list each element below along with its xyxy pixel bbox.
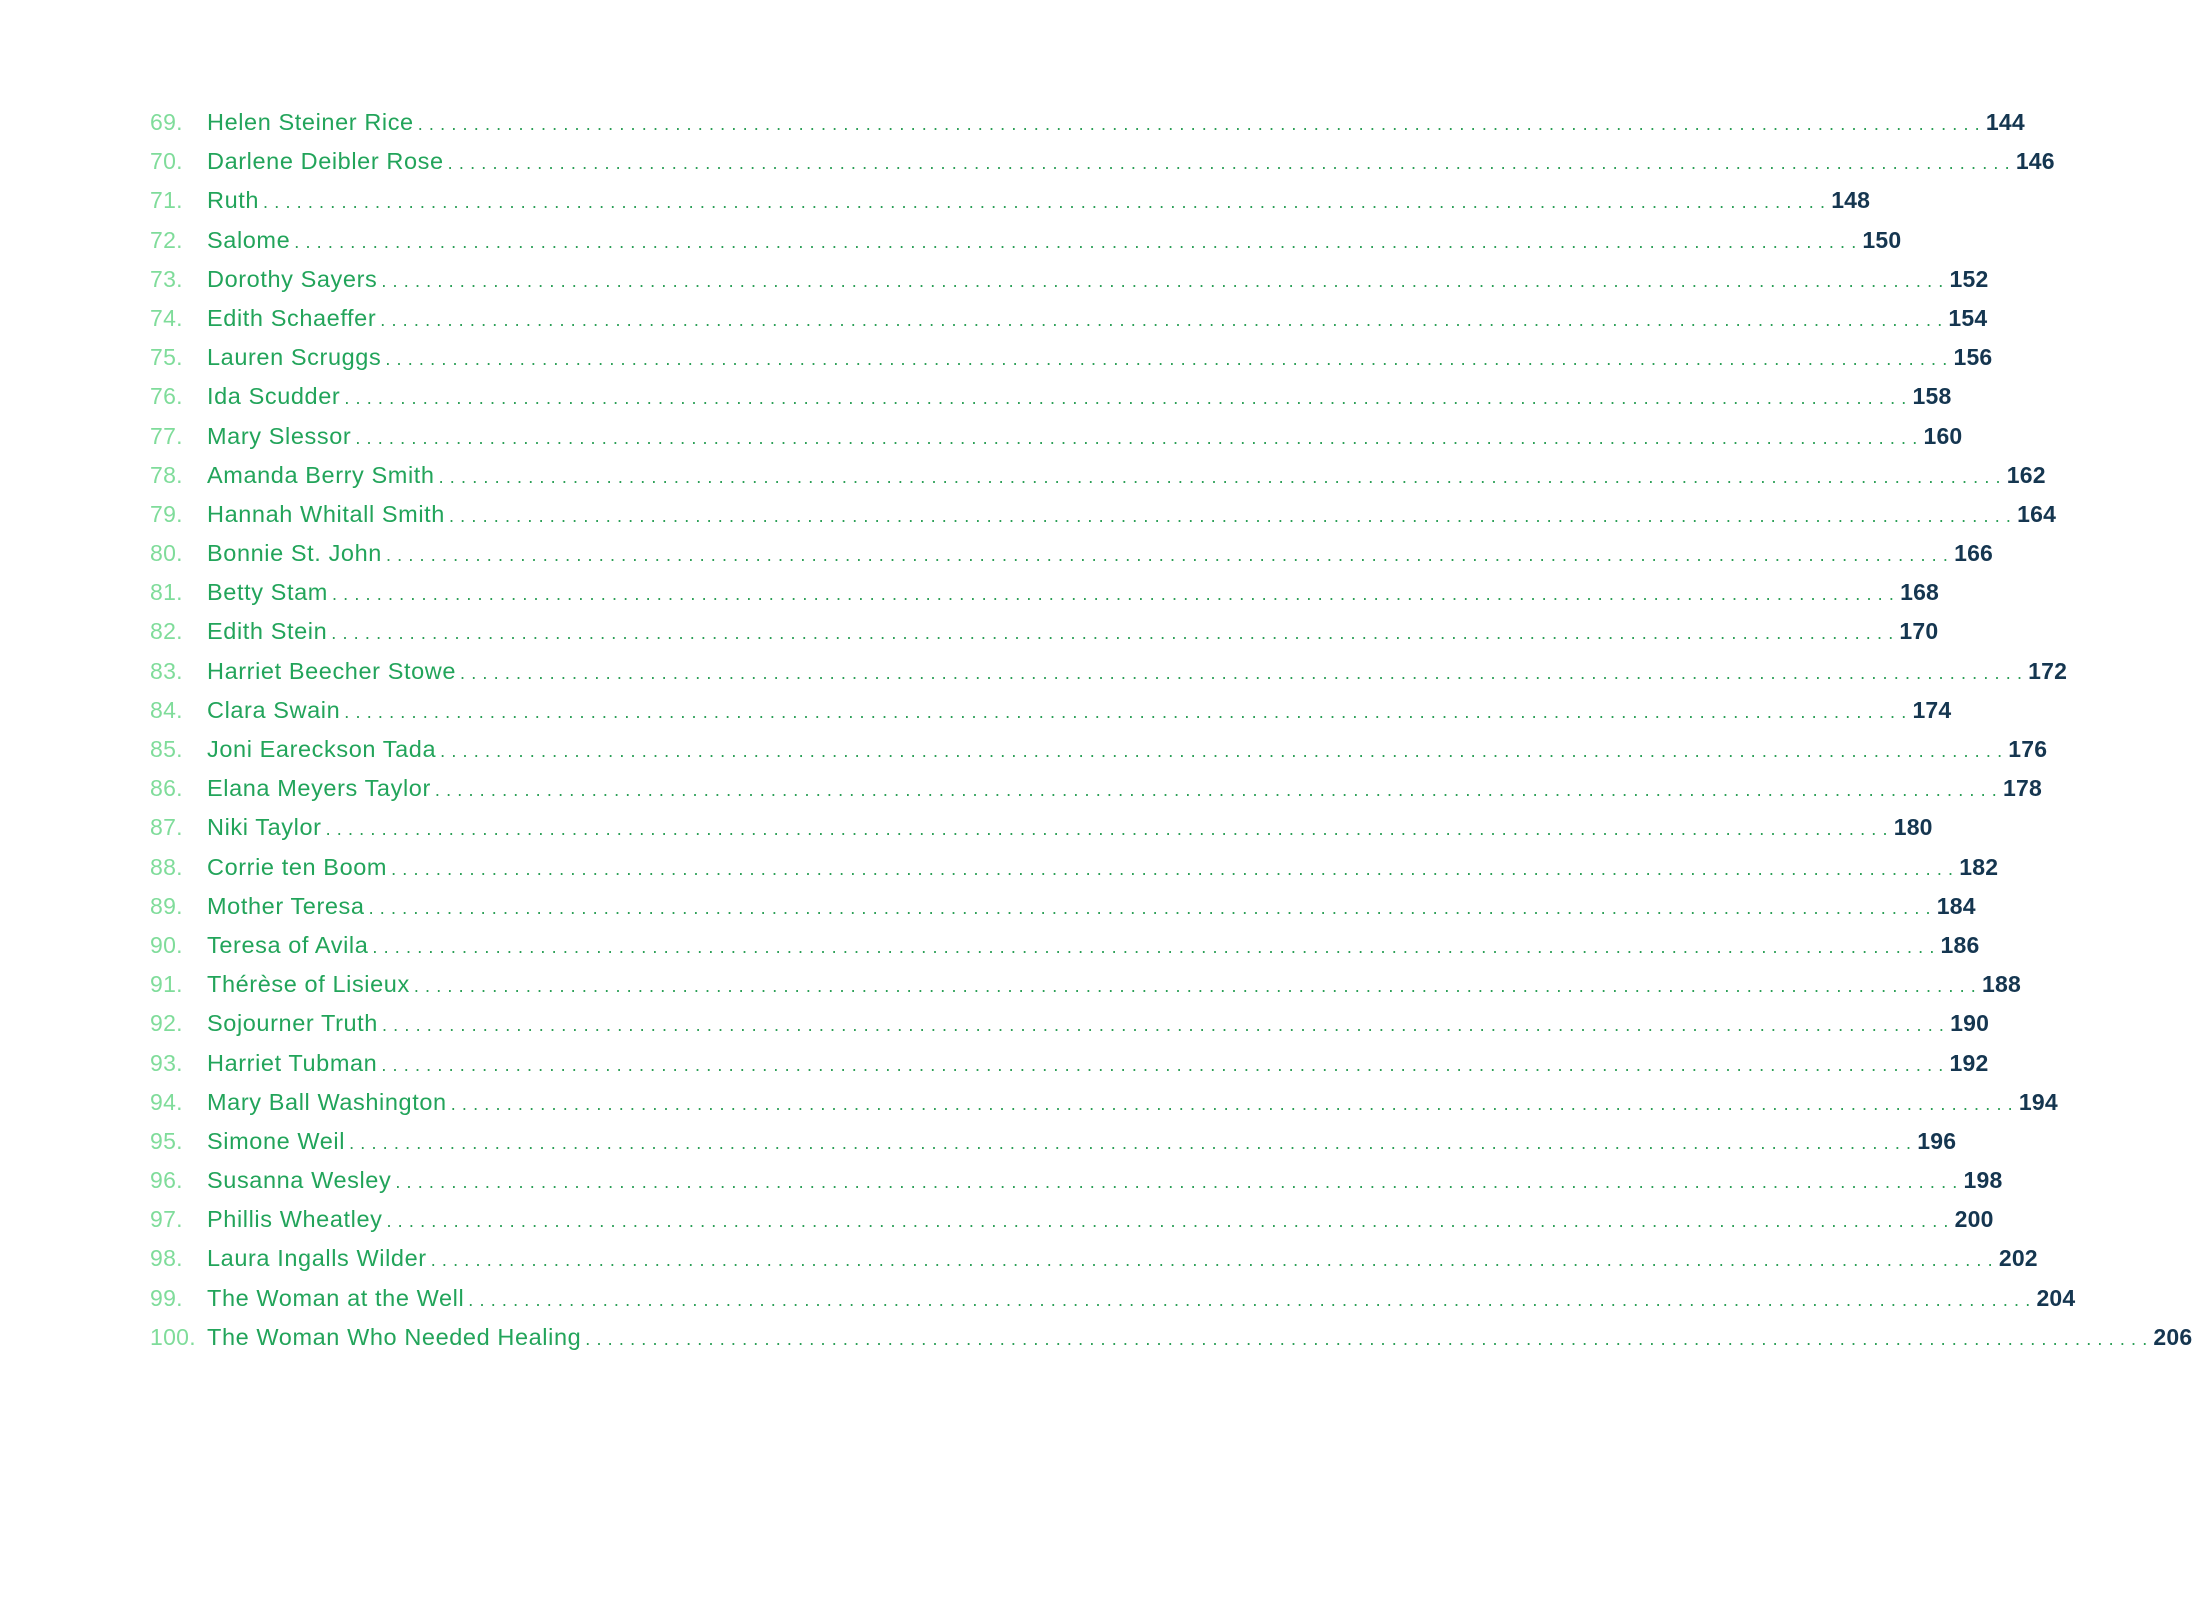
entry-page: 186 xyxy=(1940,931,1980,958)
toc-entry[interactable] xyxy=(0,612,1939,651)
entry-title: Laura Ingalls Wilder xyxy=(207,1245,427,1272)
entry-number: 77. xyxy=(150,422,183,449)
dot-leader: ............................................................................................................................................ xyxy=(372,936,1941,957)
toc-entry[interactable] xyxy=(0,299,1988,338)
dot-leader: ............................................................................................................................................ xyxy=(325,819,1894,840)
entry-page: 144 xyxy=(1985,109,2025,135)
entry-page: 160 xyxy=(1923,422,1963,449)
dot-leader: ............................................................................................................................................ xyxy=(386,1211,1955,1232)
entry-number: 71. xyxy=(150,187,183,214)
entry-page: 192 xyxy=(1949,1049,1989,1076)
entry-number: 92. xyxy=(150,1010,183,1037)
entry-title: Ida Scudder xyxy=(207,383,341,410)
entry-number: 91. xyxy=(150,971,183,998)
entry-title: Bonnie St. John xyxy=(207,540,382,567)
dot-leader: ............................................................................................................................................ xyxy=(448,505,2018,526)
dot-leader: ............................................................................................................................................ xyxy=(468,1289,2037,1310)
dot-leader: ............................................................................................................................................ xyxy=(381,1015,1951,1036)
entry-page: 148 xyxy=(1831,187,1871,214)
entry-title: Harriet Tubman xyxy=(207,1049,378,1076)
toc-entry[interactable] xyxy=(0,142,2055,181)
entry-number: 76. xyxy=(150,383,183,410)
entry-page: 164 xyxy=(2017,500,2057,527)
entry-number: 88. xyxy=(150,853,183,880)
entry-number: 99. xyxy=(150,1284,183,1311)
entry-number: 83. xyxy=(150,657,183,684)
dot-leader: ............................................................................................................................................ xyxy=(440,741,2009,761)
dot-leader: ............................................................................................................................................ xyxy=(381,1054,1950,1075)
toc-entry[interactable] xyxy=(0,417,1963,456)
entry-number: 98. xyxy=(150,1245,183,1272)
dot-leader: ............................................................................................................................................ xyxy=(380,309,1949,330)
toc-entry[interactable] xyxy=(0,1004,1990,1043)
entry-page: 166 xyxy=(1954,540,1994,567)
entry-title: Hannah Whitall Smith xyxy=(207,500,445,527)
toc-entry[interactable] xyxy=(0,103,2025,142)
entry-number: 87. xyxy=(150,814,183,841)
entry-title: The Woman at the Well xyxy=(207,1284,465,1311)
dot-leader: ............................................................................................................................................ xyxy=(368,897,1937,918)
dot-leader: ............................................................................................................................................ xyxy=(391,858,1960,879)
toc-entry[interactable] xyxy=(0,221,1902,260)
dot-leader: ............................................................................................................................................ xyxy=(349,1132,1918,1153)
toc-entry[interactable] xyxy=(0,1239,2038,1278)
entry-title: Harriet Beecher Stowe xyxy=(207,657,457,684)
toc-entry[interactable] xyxy=(0,769,2042,808)
dot-leader: ............................................................................................................................................ xyxy=(385,545,1955,566)
entry-page: 172 xyxy=(2028,657,2068,684)
toc-entry[interactable] xyxy=(0,1122,1957,1161)
entry-page: 170 xyxy=(1899,618,1939,645)
entry-page: 196 xyxy=(1917,1127,1957,1154)
toc-entry[interactable] xyxy=(0,495,2057,534)
entry-page: 204 xyxy=(2036,1284,2076,1311)
entry-title: Sojourner Truth xyxy=(207,1010,378,1037)
entry-number: 69. xyxy=(150,109,183,135)
entry-title: Amanda Berry Smith xyxy=(207,461,435,488)
dot-leader: ............................................................................................................................................ xyxy=(331,584,1901,605)
entry-title: Dorothy Sayers xyxy=(207,265,378,292)
toc-entry[interactable] xyxy=(0,848,1999,887)
entry-page: 206 xyxy=(2153,1323,2192,1350)
toc-entry[interactable] xyxy=(0,1161,2003,1200)
entry-title: Ruth xyxy=(207,187,260,214)
dot-leader: ............................................................................................................................................ xyxy=(434,780,2004,801)
entry-page: 156 xyxy=(1953,344,1993,371)
toc-entry[interactable] xyxy=(0,456,2046,495)
toc-entry[interactable] xyxy=(0,260,1989,299)
entry-number: 90. xyxy=(150,931,183,958)
entry-page: 168 xyxy=(1900,579,1940,606)
dot-leader: ............................................................................................................................................ xyxy=(430,1250,1999,1271)
entry-title: Mother Teresa xyxy=(207,892,365,919)
entry-page: 194 xyxy=(2018,1088,2058,1115)
toc-entry[interactable] xyxy=(0,1318,2192,1357)
dot-leader: ............................................................................................................................................ xyxy=(263,192,1832,213)
entry-title: Niki Taylor xyxy=(207,814,322,841)
dot-leader: ............................................................................................................................................ xyxy=(585,1328,2154,1349)
dot-leader: ............................................................................................................................................ xyxy=(344,701,1913,722)
toc-entry[interactable] xyxy=(0,926,1980,965)
dot-leader: ............................................................................................................................................ xyxy=(450,1093,2019,1114)
entry-title: Corrie ten Boom xyxy=(207,853,388,880)
entry-title: Thérèse of Lisieux xyxy=(207,971,410,998)
toc-entry[interactable] xyxy=(0,1083,2058,1122)
toc-entry[interactable] xyxy=(0,652,2068,691)
toc-entry[interactable] xyxy=(0,808,1933,847)
toc-entry[interactable] xyxy=(0,887,1976,926)
entry-number: 75. xyxy=(150,344,183,371)
entry-title: Susanna Wesley xyxy=(207,1167,392,1194)
entry-page: 202 xyxy=(1998,1245,2038,1272)
entry-page: 200 xyxy=(1954,1206,1994,1233)
entry-number: 74. xyxy=(150,304,183,331)
dot-leader: ............................................................................................................................................ xyxy=(417,114,1986,134)
entry-number: 84. xyxy=(150,696,183,723)
entry-page: 174 xyxy=(1912,696,1952,723)
entry-title: Salome xyxy=(207,226,291,253)
entry-page: 176 xyxy=(2008,736,2048,762)
toc-entry[interactable] xyxy=(0,573,1940,612)
entry-page: 162 xyxy=(2006,461,2046,488)
dot-leader: ............................................................................................................................................ xyxy=(381,270,1950,291)
entry-title: Darlene Deibler Rose xyxy=(207,148,444,175)
dot-leader: ............................................................................................................................................ xyxy=(385,349,1954,370)
entry-number: 79. xyxy=(150,500,183,527)
entry-title: Betty Stam xyxy=(207,579,328,606)
toc-entry[interactable] xyxy=(0,377,1952,416)
entry-title: Clara Swain xyxy=(207,696,341,723)
entry-page: 184 xyxy=(1936,892,1976,919)
entry-page: 198 xyxy=(1963,1167,2003,1194)
entry-number: 82. xyxy=(150,618,183,645)
table-of-contents xyxy=(0,103,2192,1357)
entry-title: The Woman Who Needed Healing xyxy=(207,1323,582,1350)
toc-entry[interactable] xyxy=(0,691,1952,730)
toc-entry[interactable] xyxy=(0,965,2021,1004)
entry-number: 78. xyxy=(150,461,183,488)
entry-title: Edith Schaeffer xyxy=(207,304,377,331)
dot-leader: ............................................................................................................................................ xyxy=(355,427,1924,448)
entry-page: 190 xyxy=(1950,1010,1990,1037)
dot-leader: ............................................................................................................................................ xyxy=(438,466,2007,487)
dot-leader: ............................................................................................................................................ xyxy=(344,388,1913,409)
toc-entry[interactable] xyxy=(0,1044,1989,1083)
entry-page: 188 xyxy=(1981,971,2021,998)
entry-page: 178 xyxy=(2003,775,2042,802)
entry-number: 94. xyxy=(150,1088,183,1115)
toc-entry[interactable] xyxy=(0,1279,2076,1318)
entry-page: 180 xyxy=(1893,814,1933,841)
dot-leader: ............................................................................................................................................ xyxy=(331,623,1900,644)
entry-title: Helen Steiner Rice xyxy=(207,109,414,135)
entry-title: Phillis Wheatley xyxy=(207,1206,383,1233)
entry-title: Simone Weil xyxy=(207,1127,346,1154)
entry-number: 93. xyxy=(150,1049,183,1076)
dot-leader: ............................................................................................................................................ xyxy=(413,976,1982,997)
entry-number: 96. xyxy=(150,1167,183,1194)
dot-leader: ............................................................................................................................................ xyxy=(294,231,1863,252)
dot-leader: ............................................................................................................................................ xyxy=(395,1172,1964,1193)
entry-page: 150 xyxy=(1862,226,1902,253)
entry-page: 152 xyxy=(1949,265,1989,292)
entry-page: 158 xyxy=(1912,383,1952,410)
dot-leader: ............................................................................................................................................ xyxy=(447,153,2016,174)
entry-number: 89. xyxy=(150,892,183,919)
toc-entry[interactable] xyxy=(0,181,1871,220)
entry-title: Mary Ball Washington xyxy=(207,1088,447,1115)
toc-entry[interactable] xyxy=(0,338,1993,377)
entry-title: Teresa of Avila xyxy=(207,931,369,958)
entry-number: 73. xyxy=(150,265,183,292)
entry-number: 70. xyxy=(150,148,183,175)
toc-entry[interactable] xyxy=(0,730,2048,769)
entry-page: 154 xyxy=(1948,304,1988,331)
entry-title: Elana Meyers Taylor xyxy=(207,775,431,802)
entry-title: Lauren Scruggs xyxy=(207,344,382,371)
entry-page: 182 xyxy=(1959,853,1999,880)
entry-title: Mary Slessor xyxy=(207,422,352,449)
entry-number: 100. xyxy=(150,1323,196,1350)
entry-title: Edith Stein xyxy=(207,618,328,645)
entry-page: 146 xyxy=(2015,148,2055,175)
toc-entry[interactable] xyxy=(0,1200,1994,1239)
entry-number: 86. xyxy=(150,775,183,802)
toc-entry[interactable] xyxy=(0,534,1994,573)
entry-title: Joni Eareckson Tada xyxy=(207,736,437,762)
entry-number: 72. xyxy=(150,226,183,253)
dot-leader: ............................................................................................................................................ xyxy=(460,662,2029,683)
entry-number: 97. xyxy=(150,1206,183,1233)
entry-number: 85. xyxy=(150,736,183,762)
entry-number: 95. xyxy=(150,1127,183,1154)
entry-number: 81. xyxy=(150,579,183,606)
entry-number: 80. xyxy=(150,540,183,567)
